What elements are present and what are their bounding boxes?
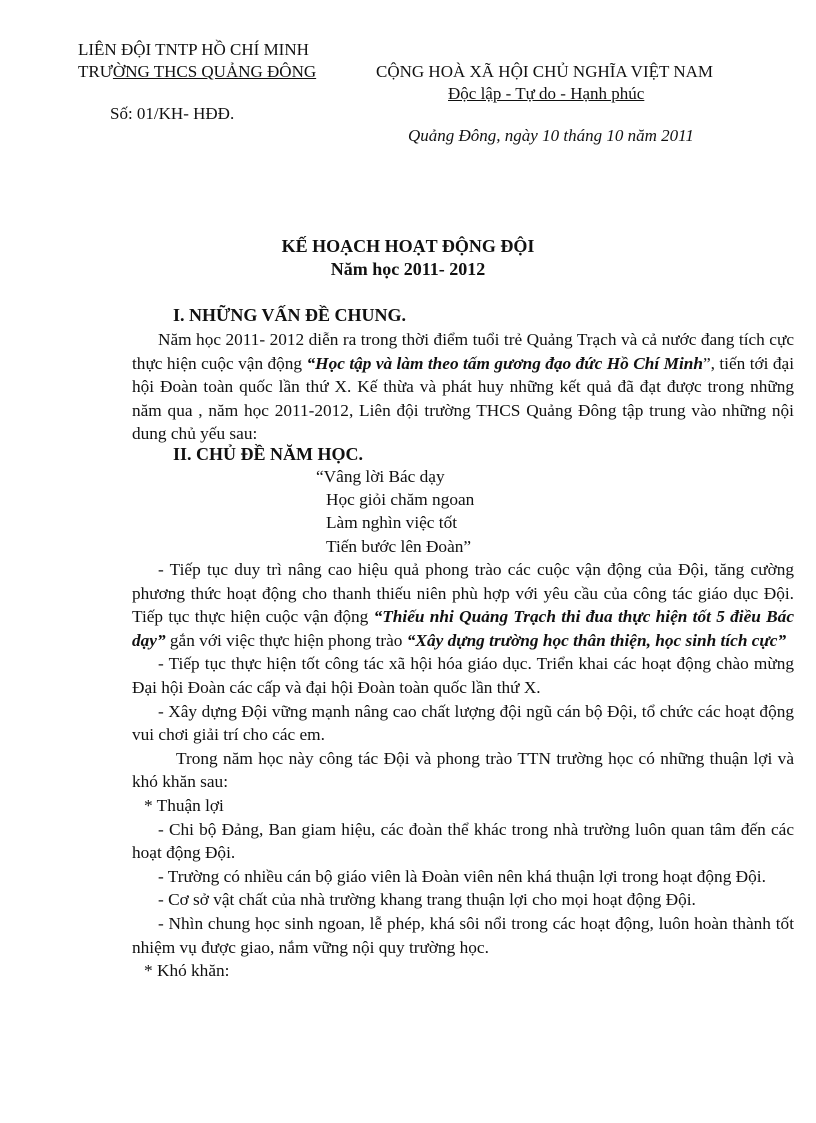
section-2-body bbox=[132, 558, 794, 983]
document-subtitle: Năm học 2011- 2012 bbox=[330, 259, 486, 279]
section-1-paragraph bbox=[132, 328, 794, 446]
advantages-heading: * Thuận lợi bbox=[144, 795, 224, 815]
org-name-line1: LIÊN ĐỘI TNTP HỒ CHÍ MINH bbox=[78, 40, 309, 59]
b1-campaign-name: “Thiếu nhi Quảng Trạch thi đua thực hiện tốt 5 điều Bác dạy” bbox=[132, 607, 794, 650]
document-number: Số: 01/KH- HĐĐ. bbox=[110, 104, 235, 123]
poem-line-2: Học giỏi chăm ngoan bbox=[326, 490, 475, 509]
difficulties-heading: * Khó khăn: bbox=[144, 961, 230, 981]
section-2-heading: II. CHỦ ĐỀ NĂM HỌC. bbox=[173, 444, 364, 464]
p1-text-a: Năm học 2011- 2012 diễn ra trong thời điểm tuổi trẻ Quảng Trạch và cả nước đang tích cực thực hiện cuộc vận động bbox=[132, 330, 794, 373]
advantage-1: - Chi bộ Đảng, Ban giam hiệu, các đoàn thể khác trong nhà trường luôn quan tâm đến các hoạt động Đội. bbox=[132, 819, 794, 863]
poem-line-3: Làm nghìn việc tốt bbox=[326, 513, 458, 532]
bullet-2: - Tiếp tục thực hiện tốt công tác xã hội hóa giáo dục. Triển khai các hoạt động chào mừng Đại hội Đoàn các cấp và đại hội Đoàn toàn quốc lần thứ X. bbox=[132, 654, 794, 697]
bullet-3: - Xây dựng Đội vững mạnh nâng cao chất lượng đội ngũ cán bộ Đội, tổ chức các hoạt động vui chơi giải trí cho các em. bbox=[132, 701, 794, 745]
national-motto: Độc lập - Tự do - Hạnh phúc bbox=[448, 84, 645, 103]
advantage-2: - Trường có nhiều cán bộ giáo viên là Đoàn viên nên khá thuận lợi trong hoạt động Đội. bbox=[158, 866, 766, 886]
bullet-1 bbox=[132, 558, 794, 652]
advantage-3: - Cơ sở vật chất của nhà trường khang trang thuận lợi cho mọi hoạt động Đội. bbox=[158, 890, 696, 910]
intro-paragraph: Trong năm học này công tác Đội và phong trào TTN trường học có những thuận lợi và khó khăn sau: bbox=[132, 748, 794, 792]
advantage-4: - Nhìn chung học sinh ngoan, lễ phép, khá sôi nổi trong các hoạt động, luôn hoàn thành tốt nhiệm vụ được giao, nắm vững nội quy trường học. bbox=[132, 913, 794, 957]
school-name-prefix: TRƯ bbox=[78, 62, 113, 81]
school-name-underlined: ỜNG THCS QUẢNG ĐÔNG bbox=[112, 62, 317, 81]
b1-movement-name: “Xây dựng trường học thân thiện, học sinh tích cực” bbox=[406, 630, 787, 650]
b1-text-c: gắn với việc thực hiện phong trào bbox=[165, 630, 407, 650]
place-date: Quảng Đông, ngày 10 tháng 10 năm 2011 bbox=[408, 126, 694, 145]
school-name-line bbox=[78, 62, 316, 82]
b1-text-a: - Tiếp tục duy trì nâng cao hiệu quả phong trào các cuộc vận động của Đội, tăng cường phương thức hoạt động cho thanh thiếu niên phù hợp với yêu cầu của công tác giáo dục Đội. Tiếp tục thực hiện cuộc vận động bbox=[132, 560, 794, 627]
section-1-body bbox=[132, 328, 794, 446]
country-name: CỘNG HOÀ XÃ HỘI CHỦ NGHĨA VIỆT NAM bbox=[376, 62, 714, 81]
poem-line-1: “Vâng lời Bác dạy bbox=[316, 467, 445, 486]
p1-campaign-name: “Học tập và làm theo tấm gương đạo đức Hồ Chí Minh bbox=[306, 353, 703, 373]
poem-line-4: Tiến bước lên Đoàn” bbox=[326, 537, 472, 556]
document-title: KẾ HOẠCH HOẠT ĐỘNG ĐỘI bbox=[281, 236, 535, 256]
section-1-heading: I. NHỮNG VẤN ĐỀ CHUNG. bbox=[173, 305, 407, 325]
p1-text-c: ”, tiến tới đại hội Đoàn toàn quốc lần thứ X. Kế thừa và phát huy những kết quả đã đạt được trong những năm qua , năm học 2011-2012, Liên đội trường THCS Quảng Đông tập trung vào những nội dung chủ yếu sau: bbox=[132, 353, 795, 444]
